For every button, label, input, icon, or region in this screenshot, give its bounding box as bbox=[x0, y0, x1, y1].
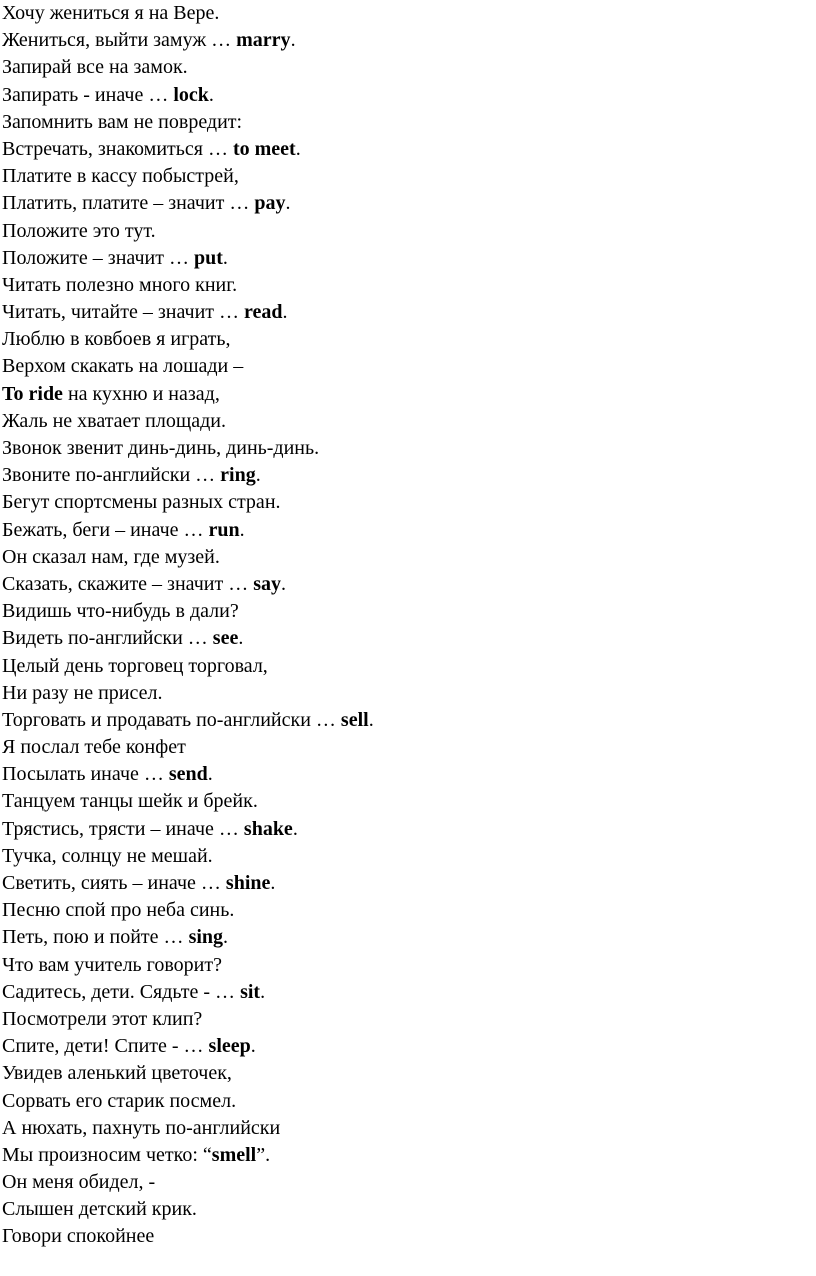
line-text-end: . bbox=[207, 763, 213, 786]
line-text: Увидев аленький цветочек, bbox=[2, 1062, 232, 1085]
text-line bbox=[2, 353, 816, 380]
english-word: pay bbox=[254, 192, 286, 215]
text-line bbox=[2, 625, 816, 652]
text-line bbox=[2, 544, 816, 571]
text-line bbox=[2, 571, 816, 598]
english-word: smell bbox=[211, 1143, 257, 1166]
english-word: sit bbox=[240, 980, 261, 1003]
line-text-end: . bbox=[285, 192, 291, 215]
text-line bbox=[2, 761, 816, 788]
line-text: Песню спой про неба синь. bbox=[2, 899, 235, 922]
english-word: say bbox=[253, 572, 282, 595]
line-text: Встречать, знакомиться … bbox=[2, 137, 233, 160]
text-line bbox=[2, 924, 816, 951]
line-text-end: . bbox=[222, 246, 228, 269]
english-word: sing bbox=[188, 926, 224, 949]
line-text: Светить, сиять – иначе … bbox=[2, 872, 226, 894]
line-text: Он сказал нам, где музей. bbox=[2, 545, 220, 568]
line-text-end: . bbox=[250, 1035, 256, 1058]
line-text: Сорвать его старик посмел. bbox=[2, 1089, 237, 1112]
line-text-end: . bbox=[208, 83, 214, 106]
text-line bbox=[2, 1088, 816, 1115]
text-line bbox=[2, 136, 816, 163]
line-text-end: . bbox=[368, 708, 374, 731]
text-line bbox=[2, 299, 816, 326]
text-line bbox=[2, 653, 816, 680]
line-text: Что вам учитель говорит? bbox=[2, 953, 222, 976]
line-text: Хочу жениться я на Вере. bbox=[2, 2, 220, 24]
line-text: Запомнить вам не повредит: bbox=[2, 110, 243, 133]
line-text: Трястись, трясти – иначе … bbox=[2, 817, 244, 840]
text-line bbox=[2, 897, 816, 924]
line-text: Садитесь, дети. Сядьте - … bbox=[2, 980, 241, 1003]
english-word: see bbox=[212, 627, 239, 650]
poem-text bbox=[2, 0, 816, 1251]
line-text: Бежать, беги – иначе … bbox=[2, 518, 209, 541]
text-line bbox=[2, 489, 816, 516]
text-line bbox=[2, 408, 816, 435]
line-text-end: . bbox=[238, 627, 244, 650]
english-word: sell bbox=[340, 708, 369, 731]
text-line bbox=[2, 218, 816, 245]
line-text-end: . bbox=[290, 29, 296, 52]
text-line bbox=[2, 109, 816, 136]
text-line bbox=[2, 0, 816, 27]
english-word: marry bbox=[236, 29, 291, 52]
text-line bbox=[2, 979, 816, 1006]
line-text: Звонок звенит динь-динь, динь-динь. bbox=[2, 437, 320, 459]
text-line bbox=[2, 1196, 816, 1223]
text-line bbox=[2, 326, 816, 353]
line-text: Платить, платите – значит … bbox=[2, 192, 255, 215]
english-word: sleep bbox=[208, 1035, 251, 1058]
english-word: read bbox=[244, 301, 283, 324]
line-text: Жениться, выйти замуж … bbox=[2, 29, 237, 52]
text-line bbox=[2, 952, 816, 979]
line-text-end: . bbox=[295, 137, 301, 160]
text-line bbox=[2, 245, 816, 272]
line-text: Говори спокойнее bbox=[2, 1225, 155, 1248]
line-text-end: . bbox=[270, 872, 276, 894]
english-word: shake bbox=[243, 817, 293, 840]
line-text: Видеть по-английски … bbox=[2, 627, 213, 650]
line-text: Сказать, скажите – значит … bbox=[2, 572, 254, 595]
english-word: lock bbox=[173, 83, 209, 106]
text-line bbox=[2, 734, 816, 761]
line-text: Петь, пою и пойте … bbox=[2, 926, 189, 949]
line-text: Жаль не хватает площади. bbox=[2, 409, 227, 432]
english-word: To ride bbox=[2, 382, 63, 405]
line-text: Положите – значит … bbox=[2, 246, 194, 269]
line-text-end: на кухню и назад, bbox=[62, 382, 220, 405]
english-word: to meet bbox=[232, 137, 296, 160]
line-text: Посылать иначе … bbox=[2, 763, 169, 786]
line-text: Танцуем танцы шейк и брейк. bbox=[2, 790, 258, 813]
text-line bbox=[2, 816, 816, 843]
line-text: Видишь что-нибудь в дали? bbox=[2, 600, 239, 623]
text-line bbox=[2, 1006, 816, 1033]
text-line bbox=[2, 190, 816, 217]
line-text: Ни разу не присел. bbox=[2, 681, 163, 704]
line-text: Звоните по-английски … bbox=[2, 464, 221, 487]
text-line bbox=[2, 1033, 816, 1060]
line-text: Платите в кассу побыстрей, bbox=[2, 165, 239, 188]
line-text-end: . bbox=[282, 301, 288, 324]
line-text: Я послал тебе конфет bbox=[2, 736, 186, 759]
line-text: Читать, читайте – значит … bbox=[2, 301, 245, 324]
text-line bbox=[2, 82, 816, 109]
text-line bbox=[2, 1169, 816, 1196]
text-line bbox=[2, 870, 816, 897]
line-text: Торговать и продавать по-английски … bbox=[2, 708, 341, 731]
line-text: Целый день торговец торговал, bbox=[2, 654, 268, 677]
line-text: Слышен детский крик. bbox=[2, 1198, 197, 1221]
english-word: send bbox=[168, 763, 208, 786]
line-text-end: . bbox=[255, 464, 261, 487]
line-text: Запирай все на замок. bbox=[2, 56, 188, 79]
line-text: Верхом скакать на лошади – bbox=[2, 355, 244, 378]
line-text: А нюхать, пахнуть по-английски bbox=[2, 1116, 281, 1139]
text-line bbox=[2, 1223, 816, 1250]
text-line bbox=[2, 1115, 816, 1142]
line-text: Он меня обидел, - bbox=[2, 1171, 156, 1194]
line-text-end: . bbox=[223, 926, 229, 949]
line-text: Положите это тут. bbox=[2, 219, 156, 242]
text-line bbox=[2, 381, 816, 408]
text-line bbox=[2, 163, 816, 190]
english-word: put bbox=[193, 246, 223, 269]
text-line bbox=[2, 680, 816, 707]
text-line bbox=[2, 843, 816, 870]
line-text-end: . bbox=[239, 518, 245, 541]
text-line bbox=[2, 598, 816, 625]
line-text: Мы произносим четко: “ bbox=[2, 1143, 212, 1166]
line-text: Люблю в ковбоев я играть, bbox=[2, 328, 231, 351]
line-text-end: . bbox=[260, 980, 266, 1003]
text-line bbox=[2, 27, 816, 54]
text-line bbox=[2, 517, 816, 544]
line-text: Запирать - иначе … bbox=[2, 83, 174, 106]
text-line bbox=[2, 462, 816, 489]
text-line bbox=[2, 788, 816, 815]
english-word: shine bbox=[225, 872, 271, 894]
text-line bbox=[2, 707, 816, 734]
text-line bbox=[2, 435, 816, 462]
line-text-end: . bbox=[281, 572, 287, 595]
line-text: Спите, дети! Спите - … bbox=[2, 1035, 209, 1058]
line-text: Тучка, солнцу не мешай. bbox=[2, 844, 213, 867]
text-line bbox=[2, 1060, 816, 1087]
english-word: run bbox=[208, 518, 240, 541]
line-text: Читать полезно много книг. bbox=[2, 273, 238, 296]
english-word: ring bbox=[220, 464, 256, 487]
text-line bbox=[2, 1142, 816, 1169]
line-text: Бегут спортсмены разных стран. bbox=[2, 491, 281, 514]
line-text: Посмотрели этот клип? bbox=[2, 1007, 203, 1030]
text-line bbox=[2, 272, 816, 299]
text-line bbox=[2, 54, 816, 81]
line-text-end: . bbox=[292, 817, 298, 840]
line-text-end: ”. bbox=[256, 1143, 271, 1166]
